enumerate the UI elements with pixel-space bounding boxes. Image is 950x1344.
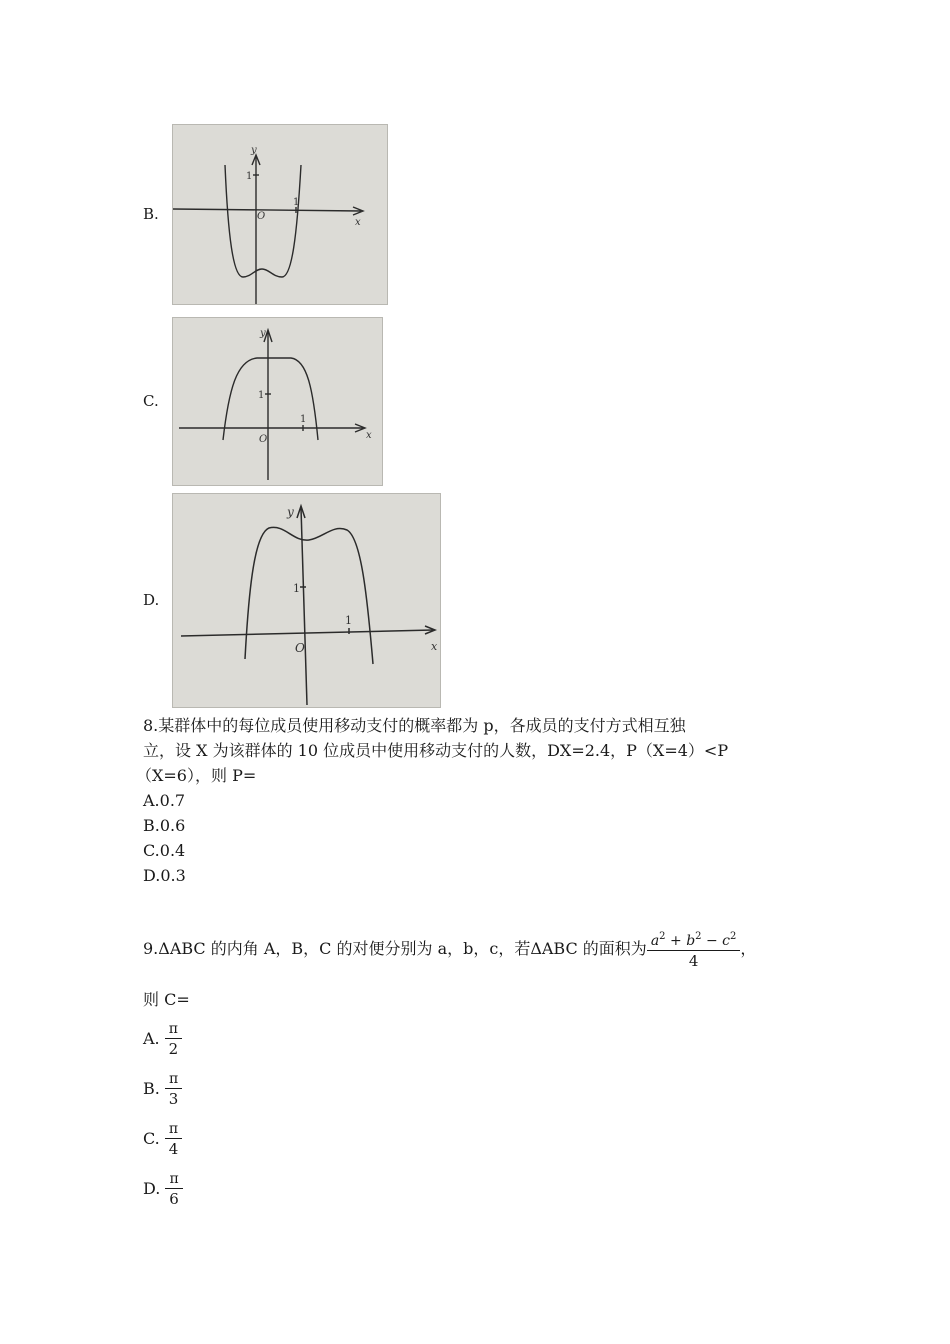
q9-option-d-den: 6	[169, 1190, 179, 1208]
option-c-axis-x: x	[366, 430, 372, 441]
q9-denominator: 4	[688, 952, 699, 970]
q9-option-c	[143, 1117, 182, 1161]
q9-option-c-den: 4	[168, 1140, 179, 1158]
q9-num-a: a	[650, 933, 660, 949]
option-c-graph	[172, 317, 383, 486]
q9-text-after: ，	[740, 939, 757, 958]
option-d-graph	[172, 493, 441, 708]
option-c-axis-y: y	[260, 328, 266, 339]
q9-num-b-exp: 2	[695, 931, 702, 942]
option-c-tick-y: 1	[258, 390, 265, 401]
q8-option-a: A.0.7	[143, 791, 186, 810]
q9-option-a-label: A.	[143, 1029, 160, 1048]
option-c-label: C.	[143, 392, 159, 410]
q8-line-2: 立，设 X 为该群体的 10 位成员中使用移动支付的人数，DX=2.4，P（X=4）<P	[143, 741, 729, 760]
q9-line-2: 则 C=	[143, 990, 190, 1009]
q9-option-d-num: π	[169, 1171, 179, 1187]
q8-option-c: C.0.4	[143, 841, 186, 860]
q9-text-before: 9.ΔABC 的内角 A，B，C 的对便分别为 a，b，c，若ΔABC 的面积为	[143, 939, 647, 958]
option-d-origin: O	[295, 641, 305, 655]
q8-option-b: B.0.6	[143, 816, 186, 835]
option-d-label: D.	[143, 591, 160, 609]
option-c-tick-x: 1	[300, 414, 307, 425]
q9-option-a	[143, 1017, 182, 1061]
option-b-tick-x: 1	[293, 197, 300, 208]
option-b-label: B.	[143, 205, 159, 223]
option-d-tick-y: 1	[293, 582, 300, 595]
q9-line-1	[143, 924, 756, 974]
q9-option-b-den: 3	[168, 1090, 179, 1108]
q9-num-plus: +	[665, 933, 687, 949]
q8-line-3: （X=6），则 P=	[136, 766, 257, 785]
q8-line-1: 8.某群体中的每位成员使用移动支付的概率都为 p，各成员的支付方式相互独	[143, 716, 686, 735]
q9-option-d	[143, 1167, 183, 1211]
option-d-axis-x: x	[431, 640, 438, 653]
option-b-axis-y: y	[251, 145, 257, 156]
q9-option-b-label: B.	[143, 1079, 160, 1098]
option-b-axis-x: x	[355, 217, 361, 228]
q9-option-b	[143, 1067, 182, 1111]
q9-num-a-exp: 2	[659, 931, 666, 942]
q8-option-d: D.0.3	[143, 866, 186, 885]
q9-option-c-num: π	[168, 1121, 179, 1137]
option-b-graph	[172, 124, 388, 305]
q9-option-d-label: D.	[143, 1179, 161, 1198]
q9-option-a-num: π	[168, 1021, 178, 1037]
q9-num-c-exp: 2	[730, 931, 737, 942]
option-d-axis-y: y	[287, 505, 294, 519]
option-c-origin: O	[259, 434, 268, 445]
option-b-origin: O	[257, 211, 266, 222]
q9-option-a-den: 2	[168, 1040, 179, 1058]
q9-area-fraction	[647, 928, 741, 971]
option-b-tick-y: 1	[246, 171, 253, 182]
q9-num-b: b	[686, 933, 696, 949]
q9-option-b-num: π	[168, 1071, 179, 1087]
q9-option-c-label: C.	[143, 1129, 160, 1148]
q9-num-minus: −	[701, 933, 723, 949]
option-d-tick-x: 1	[345, 614, 352, 627]
q9-num-c: c	[722, 933, 731, 949]
